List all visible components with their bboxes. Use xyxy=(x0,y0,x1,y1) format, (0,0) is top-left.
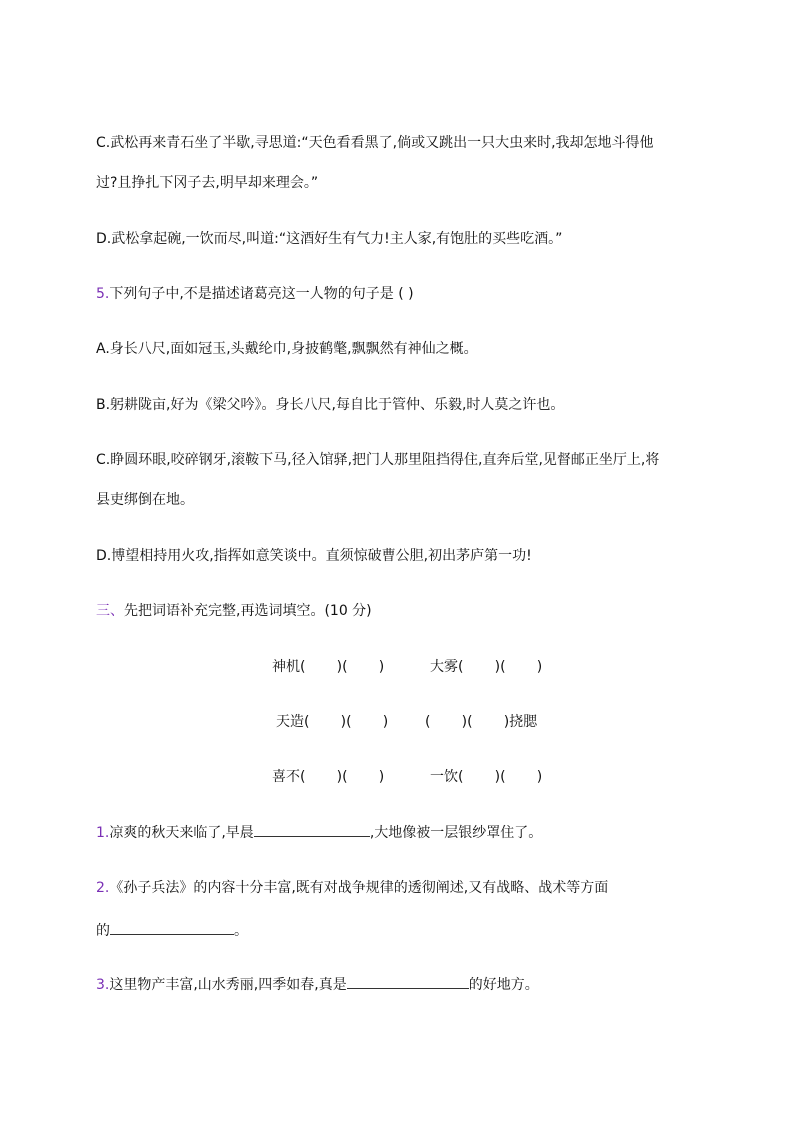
question-5-stem xyxy=(96,284,414,304)
item-text: ,大地像被一层银纱罩住了。 xyxy=(369,825,543,841)
question-5-option-a: A.身长八尺,面如冠玉,头戴纶巾,身披鹤氅,飘飘然有神仙之概。 xyxy=(96,341,478,357)
item-number: 2. xyxy=(96,880,110,896)
item-number: 3. xyxy=(96,977,110,993)
item-text: 的好地方。 xyxy=(468,977,539,993)
item-number: 1. xyxy=(96,825,110,841)
fill-item-1 xyxy=(96,822,542,843)
word-cell: 神机( )( ) xyxy=(272,659,385,675)
question-5-option-c-line2: 县吏绑倒在地。 xyxy=(96,492,194,508)
answer-blank[interactable] xyxy=(347,974,469,989)
item-text: 《孙子兵法》的内容十分丰富,既有对战争规律的透彻阐述,又有战略、战术等方面 xyxy=(109,880,609,896)
question-5-option-d: D.博望相持用火攻,指挥如意笑谈中。直须惊破曹公胆,初出茅庐第一功! xyxy=(96,548,532,564)
word-cell: ( )( )挠腮 xyxy=(425,714,538,730)
section-3-heading xyxy=(96,601,372,621)
word-cell: 大雾( )( ) xyxy=(430,659,543,675)
question-4-option-c-line2: 过?且挣扎下冈子去,明早却来理会。” xyxy=(96,175,319,191)
question-5-option-b: B.躬耕陇亩,好为《梁父吟》。身长八尺,每自比于管仲、乐毅,时人莫之许也。 xyxy=(96,397,565,413)
item-text: 的 xyxy=(96,923,110,939)
fill-item-2-line2 xyxy=(96,920,248,941)
item-text: 凉爽的秋天来临了,早晨 xyxy=(109,825,254,841)
question-5-option-c-line1: C.睁圆环眼,咬碎钢牙,滚鞍下马,径入馆驿,把门人那里阻挡得住,直奔后堂,见督邮正坐厅上,将 xyxy=(96,452,660,468)
question-text: 下列句子中,不是描述诸葛亮这一人物的句子是 ( ) xyxy=(109,286,414,302)
item-text: 这里物产丰富,山水秀丽,四季如春,真是 xyxy=(109,977,347,993)
section-marker: 三、 xyxy=(96,603,124,619)
answer-blank[interactable] xyxy=(254,822,370,837)
word-cell: 一饮( )( ) xyxy=(430,769,543,785)
word-cell: 天造( )( ) xyxy=(276,714,389,730)
question-4-option-c-line1: C.武松再来青石坐了半歇,寻思道:“天色看看黑了,倘或又跳出一只大虫来时,我却怎地斗得他 xyxy=(96,135,654,151)
word-cell: 喜不( )( ) xyxy=(272,769,385,785)
question-4-option-d: D.武松拿起碗,一饮而尽,叫道:“这酒好生有气力!主人家,有饱肚的买些吃酒。” xyxy=(96,231,563,247)
section-title: 先把词语补充完整,再选词填空。(10 分) xyxy=(124,603,372,619)
question-number: 5. xyxy=(96,286,110,302)
fill-item-3 xyxy=(96,974,539,995)
fill-item-2-line1 xyxy=(96,878,608,898)
answer-blank[interactable] xyxy=(110,920,234,935)
item-text: 。 xyxy=(234,923,248,939)
